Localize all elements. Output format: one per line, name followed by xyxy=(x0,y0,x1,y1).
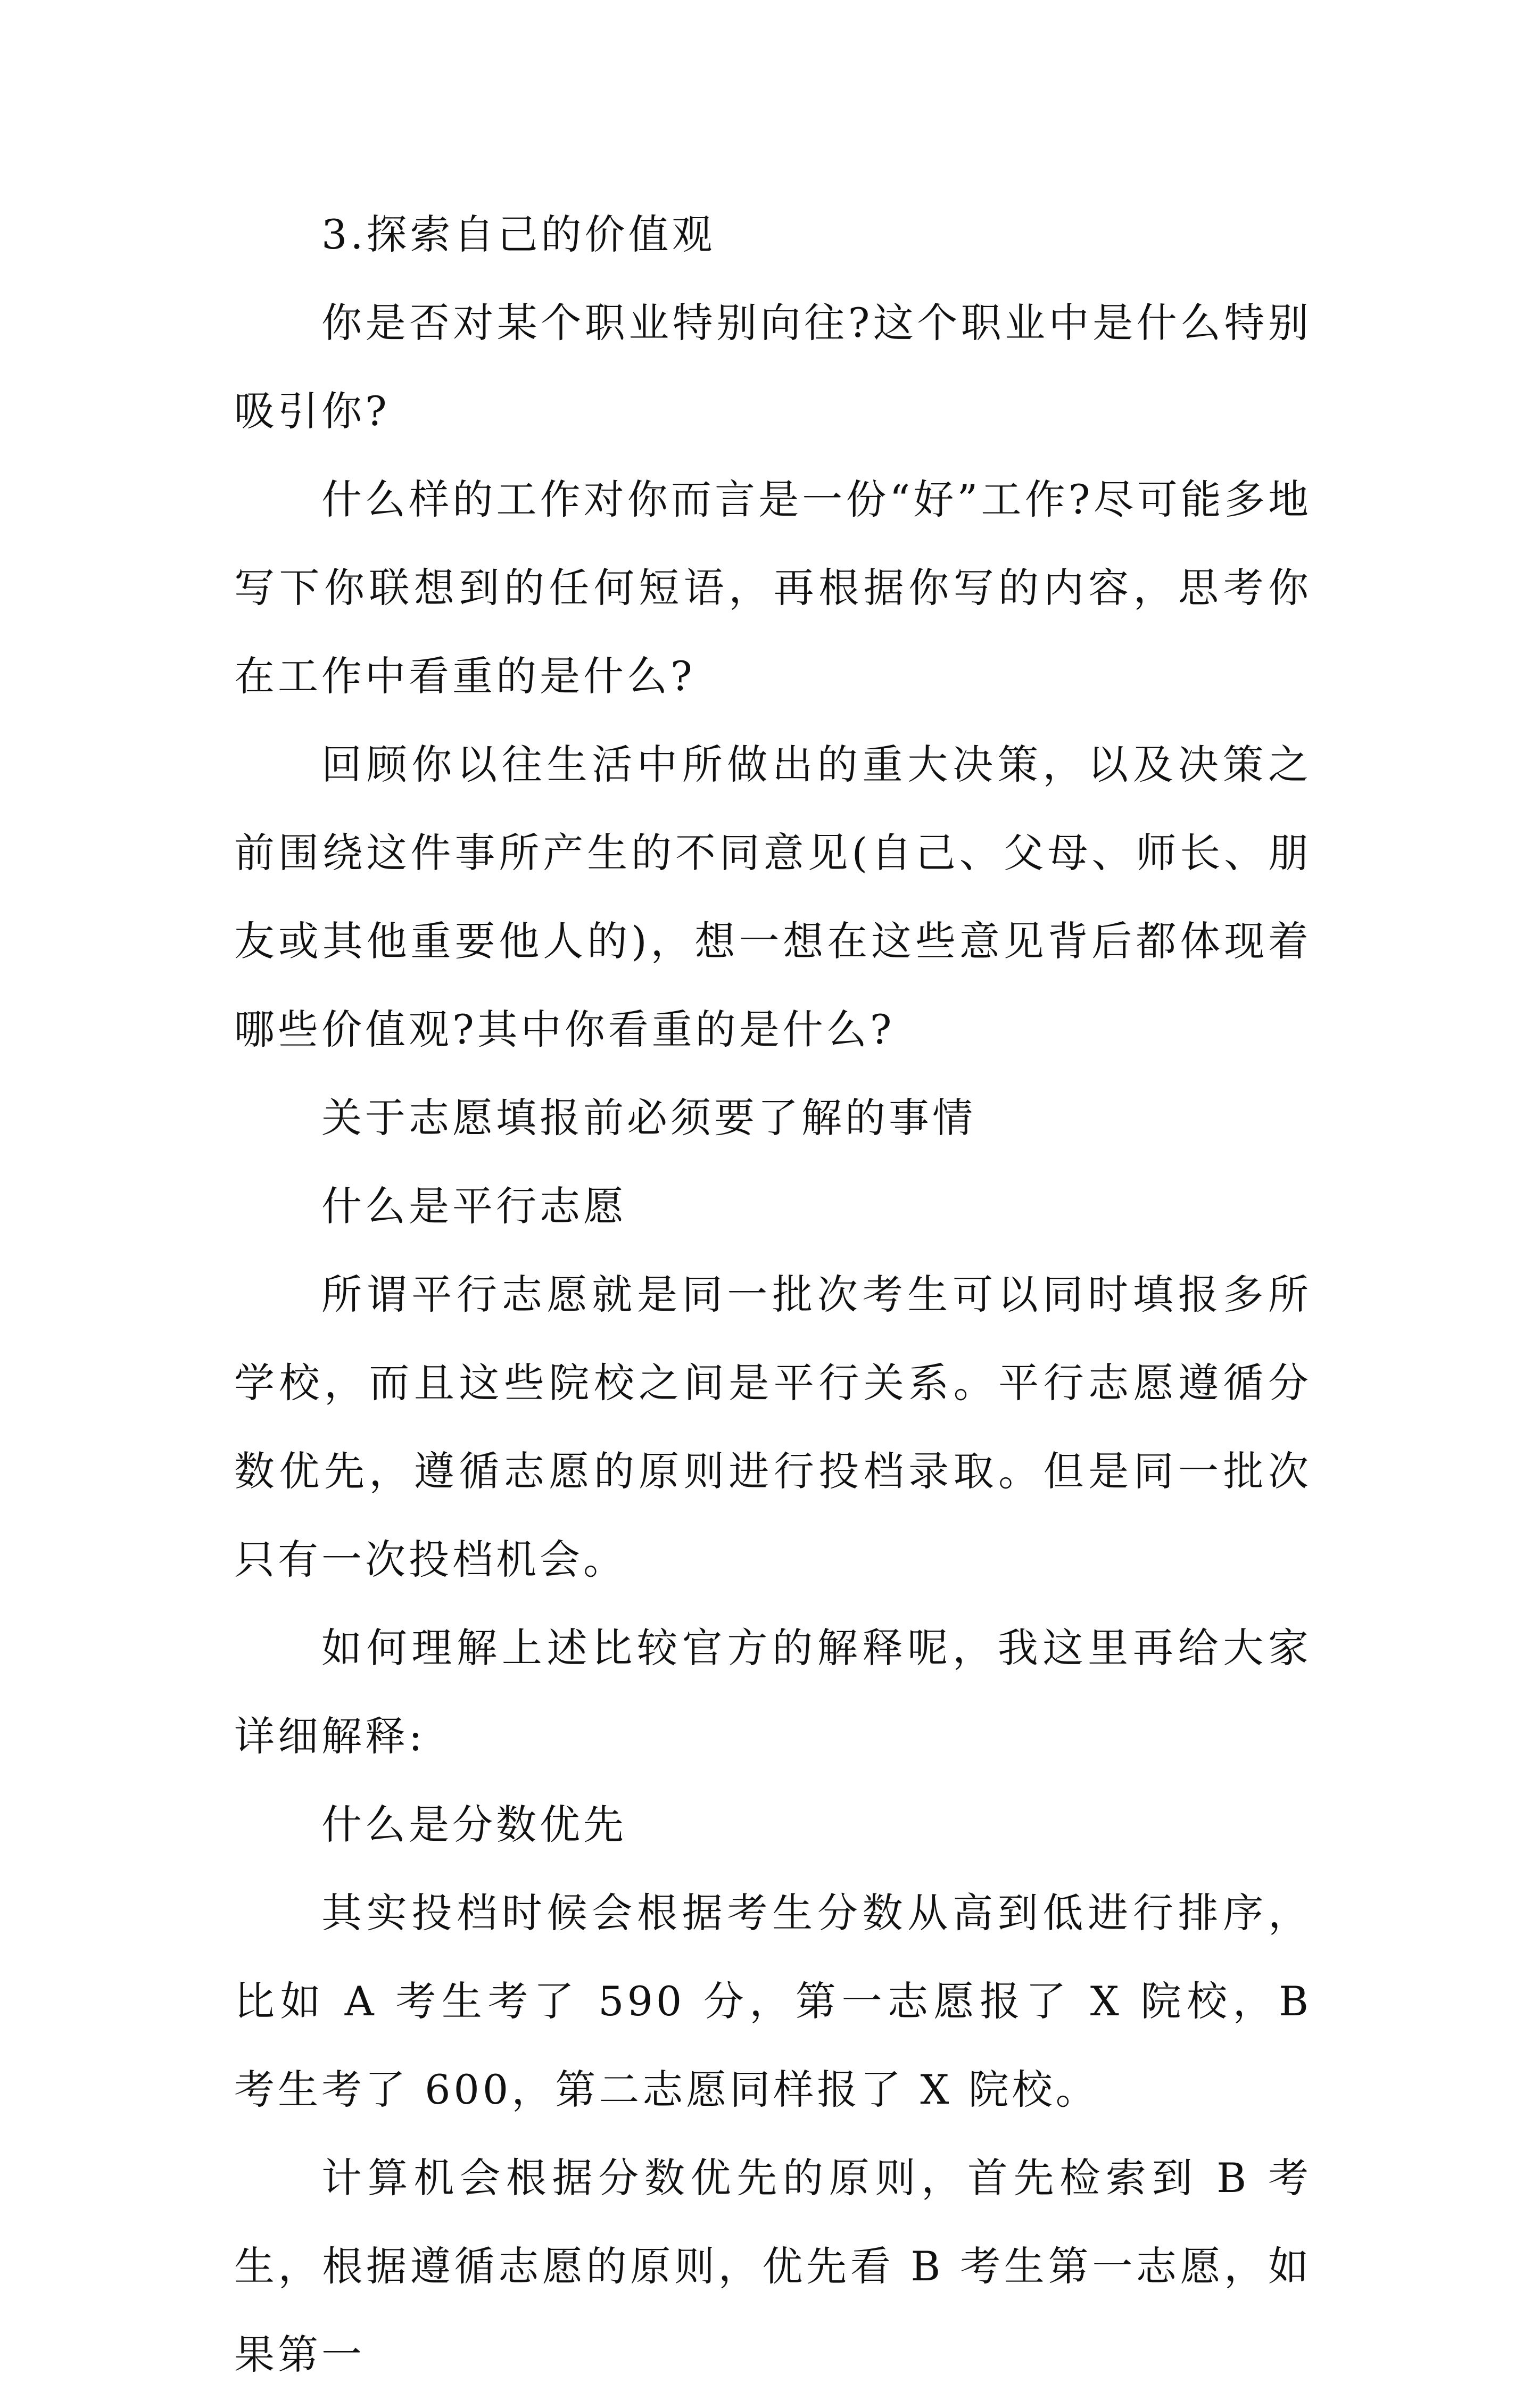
section-heading-values: 3.探索自己的价值观 xyxy=(321,211,716,258)
paragraph-computer-retrieval: 计算机会根据分数优先的原则，首先检索到 B 考生，根据遵循志愿的原则，优先看 B 考生第一志愿，如果第一 xyxy=(234,2154,1312,2378)
paragraph-parallel-definition: 所谓平行志愿就是同一批次考生可以同时填报多所学校，而且这些院校之间是平行关系。平行志愿遵循分数优先，遵循志愿的原则进行投档录取。但是同一批次只有一次投档机会。 xyxy=(234,1271,1312,1583)
document-body xyxy=(234,191,1312,2399)
paragraph-career-attraction: 你是否对某个职业特别向往?这个职业中是什么特别吸引你? xyxy=(234,299,1312,435)
section-heading-application: 关于志愿填报前必须要了解的事情 xyxy=(321,1094,976,1141)
paragraph-past-decisions: 回顾你以往生活中所做出的重大决策，以及决策之前围绕这件事所产生的不同意见(自己、父母、师长、朋友或其他重要他人的)，想一想在这些意见背后都体现着哪些价值观?其中你看重的是什么? xyxy=(234,741,1312,1053)
paragraph-explanation-intro: 如何理解上述比较官方的解释呢，我这里再给大家详细解释: xyxy=(234,1624,1312,1760)
paragraph-good-job: 什么样的工作对你而言是一份“好”工作?尽可能多地写下你联想到的任何短语，再根据你写的内容，思考你在工作中看重的是什么? xyxy=(234,476,1312,700)
subheading-parallel-choice: 什么是平行志愿 xyxy=(321,1182,627,1230)
paragraph-score-example: 其实投档时候会根据考生分数从高到低进行排序，比如 A 考生考了 590 分，第一志愿报了 X 院校，B 考生考了 600，第二志愿同样报了 X 院校。 xyxy=(234,1889,1312,2113)
subheading-score-priority: 什么是分数优先 xyxy=(321,1801,627,1848)
